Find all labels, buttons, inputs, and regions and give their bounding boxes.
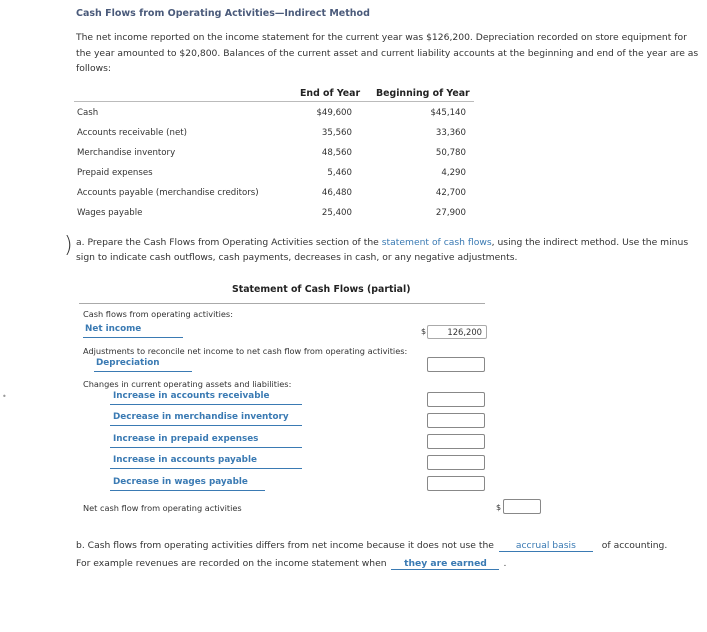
change-item-prepaid[interactable]: Increase in prepaid expenses	[113, 434, 259, 444]
depreciation-input[interactable]	[427, 357, 485, 372]
part-b-end: .	[503, 558, 507, 569]
ops-heading: Cash flows from operating activities:	[83, 309, 233, 319]
part-b-middle: of accounting.	[601, 540, 668, 551]
change-item-underline	[110, 425, 302, 426]
table-row-end: 48,560	[321, 148, 352, 158]
change-item-underline	[110, 468, 302, 469]
change-item-underline	[110, 490, 265, 491]
part-a-suffix: , using the indirect method. Use the minus sign to indicate cash outflows, cash payments, decreases in cash, or any negative adjustments.	[76, 237, 689, 263]
statement-top-rule	[79, 303, 485, 304]
side-dot: •	[2, 392, 7, 401]
col-begin-header: Beginning of Year	[376, 88, 470, 99]
table-row-end: 46,480	[321, 188, 352, 198]
net-income-label[interactable]: Net income	[85, 324, 142, 334]
change-item-payable[interactable]: Increase in accounts payable	[113, 455, 257, 465]
net-income-value: 126,200	[427, 325, 487, 339]
earned-answer[interactable]: they are earned	[391, 558, 499, 570]
adjust-heading: Adjustments to reconcile net income to net cash flow from operating activities:	[83, 346, 408, 356]
table-row-begin: 50,780	[435, 148, 466, 158]
table-row-end: 35,560	[321, 128, 352, 138]
part-a-instructions	[76, 235, 701, 265]
accrual-basis-answer[interactable]: accrual basis	[499, 540, 593, 552]
change-item-inventory[interactable]: Decrease in merchandise inventory	[113, 412, 289, 422]
table-row-end: $49,600	[316, 108, 352, 118]
depreciation-underline	[94, 371, 192, 372]
statement-title: Statement of Cash Flows (partial)	[232, 284, 411, 295]
table-row-begin: 33,360	[435, 128, 466, 138]
part-a-prefix: a. Prepare the Cash Flows from Operating Activities section of the	[76, 237, 382, 248]
part-b-line2	[76, 558, 706, 570]
table-row-begin: $45,140	[430, 108, 466, 118]
net-income-dollar: $	[421, 327, 427, 336]
change-item-receivable[interactable]: Increase in accounts receivable	[113, 391, 270, 401]
table-row-label: Accounts receivable (net)	[77, 128, 187, 138]
part-b-line2-prefix: For example revenues are recorded on the income statement when	[76, 558, 387, 569]
depreciation-label[interactable]: Depreciation	[96, 358, 160, 368]
page-title: Cash Flows from Operating Activities—Indirect Method	[76, 8, 370, 19]
wages-input[interactable]	[427, 476, 485, 491]
payable-input[interactable]	[427, 455, 485, 470]
statement-of-cash-flows-link[interactable]: statement of cash flows	[381, 237, 492, 248]
change-item-underline	[110, 447, 302, 448]
table-row-end: 25,400	[321, 208, 352, 218]
changes-heading: Changes in current operating assets and liabilities:	[83, 379, 292, 389]
table-row-begin: 27,900	[435, 208, 466, 218]
table-row-begin: 4,290	[441, 168, 466, 178]
table-row-end: 5,460	[327, 168, 352, 178]
table-row-label: Cash	[77, 108, 99, 118]
table-row-label: Merchandise inventory	[77, 148, 176, 158]
net-cash-dollar: $	[496, 503, 502, 512]
receivable-input[interactable]	[427, 392, 485, 407]
change-item-underline	[110, 404, 302, 405]
inventory-input[interactable]	[427, 413, 485, 428]
prepaid-input[interactable]	[427, 434, 485, 449]
table-rule	[74, 101, 474, 102]
bracket-marker: )	[64, 233, 73, 258]
table-row-label: Prepaid expenses	[77, 168, 153, 178]
part-b-line1	[76, 540, 706, 552]
net-cash-input[interactable]	[503, 499, 541, 514]
table-row-label: Wages payable	[77, 208, 143, 218]
table-row-begin: 42,700	[435, 188, 466, 198]
problem-intro: The net income reported on the income statement for the current year was $126,200. Depreciation recorded on store equipment for the year amounted to $20,800. Balances of the current asset and current liability accounts at the beginning and end of the year are as follows:	[76, 32, 699, 74]
change-item-wages[interactable]: Decrease in wages payable	[113, 477, 248, 487]
col-end-header: End of Year	[300, 88, 361, 99]
net-cash-label: Net cash flow from operating activities	[83, 503, 242, 513]
part-b-prefix: b. Cash flows from operating activities differs from net income because it does not use the	[76, 540, 494, 551]
net-income-underline	[83, 337, 183, 338]
table-row-label: Accounts payable (merchandise creditors)	[77, 188, 259, 198]
